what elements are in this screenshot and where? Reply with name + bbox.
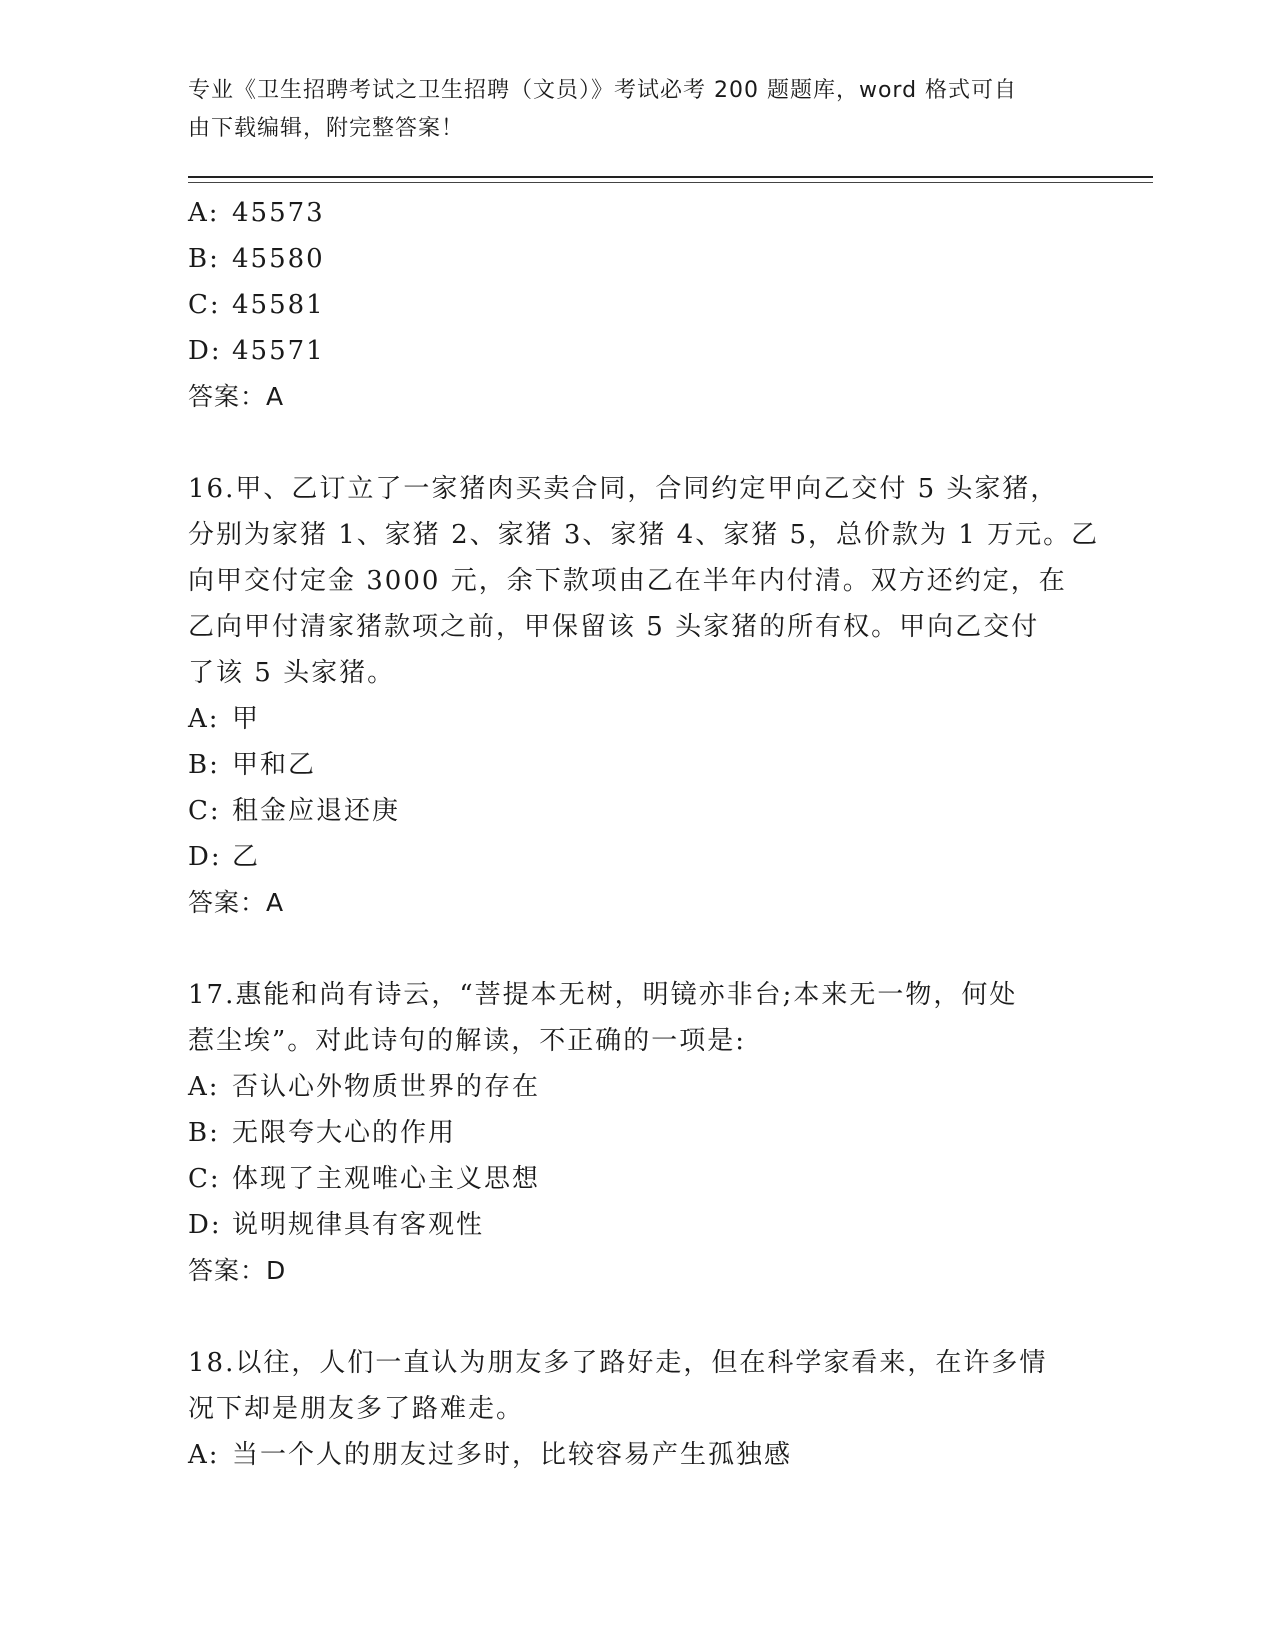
option-a (188, 1064, 1088, 1110)
option-text: 45580 (232, 244, 325, 274)
option-letter: A: (188, 704, 220, 734)
option-text: 当一个人的朋友过多时，比较容易产生孤独感 (232, 1440, 793, 1470)
option-c (188, 788, 1088, 834)
option-b (188, 742, 1088, 788)
option-letter: A: (188, 198, 220, 228)
option-letter: C: (188, 1164, 221, 1194)
question-stem-line: 分别为家猪 1、家猪 2、家猪 3、家猪 4、家猪 5，总价款为 1 万元。乙 (188, 520, 1100, 550)
option-d (188, 1202, 1088, 1248)
question-stem-line: 17.惠能和尚有诗云，“菩提本无树，明镜亦非台;本来无一物，何处 (188, 980, 1018, 1010)
option-text: 甲和乙 (232, 750, 317, 780)
question-stem-line: 16.甲、乙订立了一家猪肉买卖合同，合同约定甲向乙交付 5 头家猪， (188, 474, 1059, 504)
option-a (188, 696, 1088, 742)
header-divider-thick (188, 176, 1153, 178)
question-stem-line: 18.以往，人们一直认为朋友多了路好走，但在科学家看来，在许多情 (188, 1348, 1048, 1378)
option-text: 体现了主观唯心主义思想 (232, 1164, 541, 1194)
option-letter: A: (188, 1072, 220, 1102)
header-line-1: 专业《卫生招聘考试之卫生招聘（文员）》考试必考 200 题题库，word 格式可自 (188, 78, 1018, 103)
option-letter: A: (188, 1440, 220, 1470)
document-header (188, 72, 1068, 148)
option-text: 乙 (232, 842, 261, 872)
question-stem-line: 了该 5 头家猪。 (188, 658, 396, 688)
option-letter: D: (188, 842, 222, 872)
question-stem-line: 况下却是朋友多了路难走。 (188, 1394, 525, 1424)
option-a (188, 190, 1088, 236)
header-divider-thin (188, 182, 1153, 183)
header-line-2: 由下载编辑，附完整答案！ (188, 116, 465, 141)
option-letter: B: (188, 244, 220, 274)
option-text: 45581 (232, 290, 325, 320)
question-15 (188, 190, 1088, 420)
option-letter: C: (188, 796, 221, 826)
question-stem-line: 惹尘埃”。对此诗句的解读，不正确的一项是: (188, 1026, 747, 1056)
option-b (188, 236, 1088, 282)
answer-line: 答案：D (188, 1256, 287, 1285)
answer-line: 答案：A (188, 382, 285, 411)
option-c (188, 282, 1088, 328)
question-stem-line: 乙向甲付清家猪款项之前，甲保留该 5 头家猪的所有权。甲向乙交付 (188, 612, 1040, 642)
option-letter: D: (188, 336, 222, 366)
option-text: 无限夸大心的作用 (232, 1118, 457, 1148)
option-text: 45573 (232, 198, 325, 228)
option-text: 45571 (232, 336, 325, 366)
option-b (188, 1110, 1088, 1156)
option-text: 说明规律具有客观性 (232, 1210, 485, 1240)
question-17 (188, 972, 1088, 1294)
option-letter: C: (188, 290, 221, 320)
option-text: 租金应退还庚 (232, 796, 401, 826)
spacer (188, 926, 1088, 972)
question-18 (188, 1340, 1088, 1478)
option-letter: B: (188, 750, 220, 780)
question-content (188, 190, 1100, 1478)
option-letter: D: (188, 1210, 222, 1240)
answer-line: 答案：A (188, 888, 285, 917)
spacer (188, 420, 1088, 466)
option-d (188, 328, 1088, 374)
spacer (188, 1294, 1088, 1340)
option-c (188, 1156, 1088, 1202)
option-letter: B: (188, 1118, 220, 1148)
option-a (188, 1432, 1088, 1478)
option-text: 否认心外物质世界的存在 (232, 1072, 541, 1102)
option-text: 甲 (232, 704, 261, 734)
question-stem-line: 向甲交付定金 3000 元，余下款项由乙在半年内付清。双方还约定，在 (188, 566, 1067, 596)
option-d (188, 834, 1088, 880)
question-16 (188, 466, 1100, 926)
